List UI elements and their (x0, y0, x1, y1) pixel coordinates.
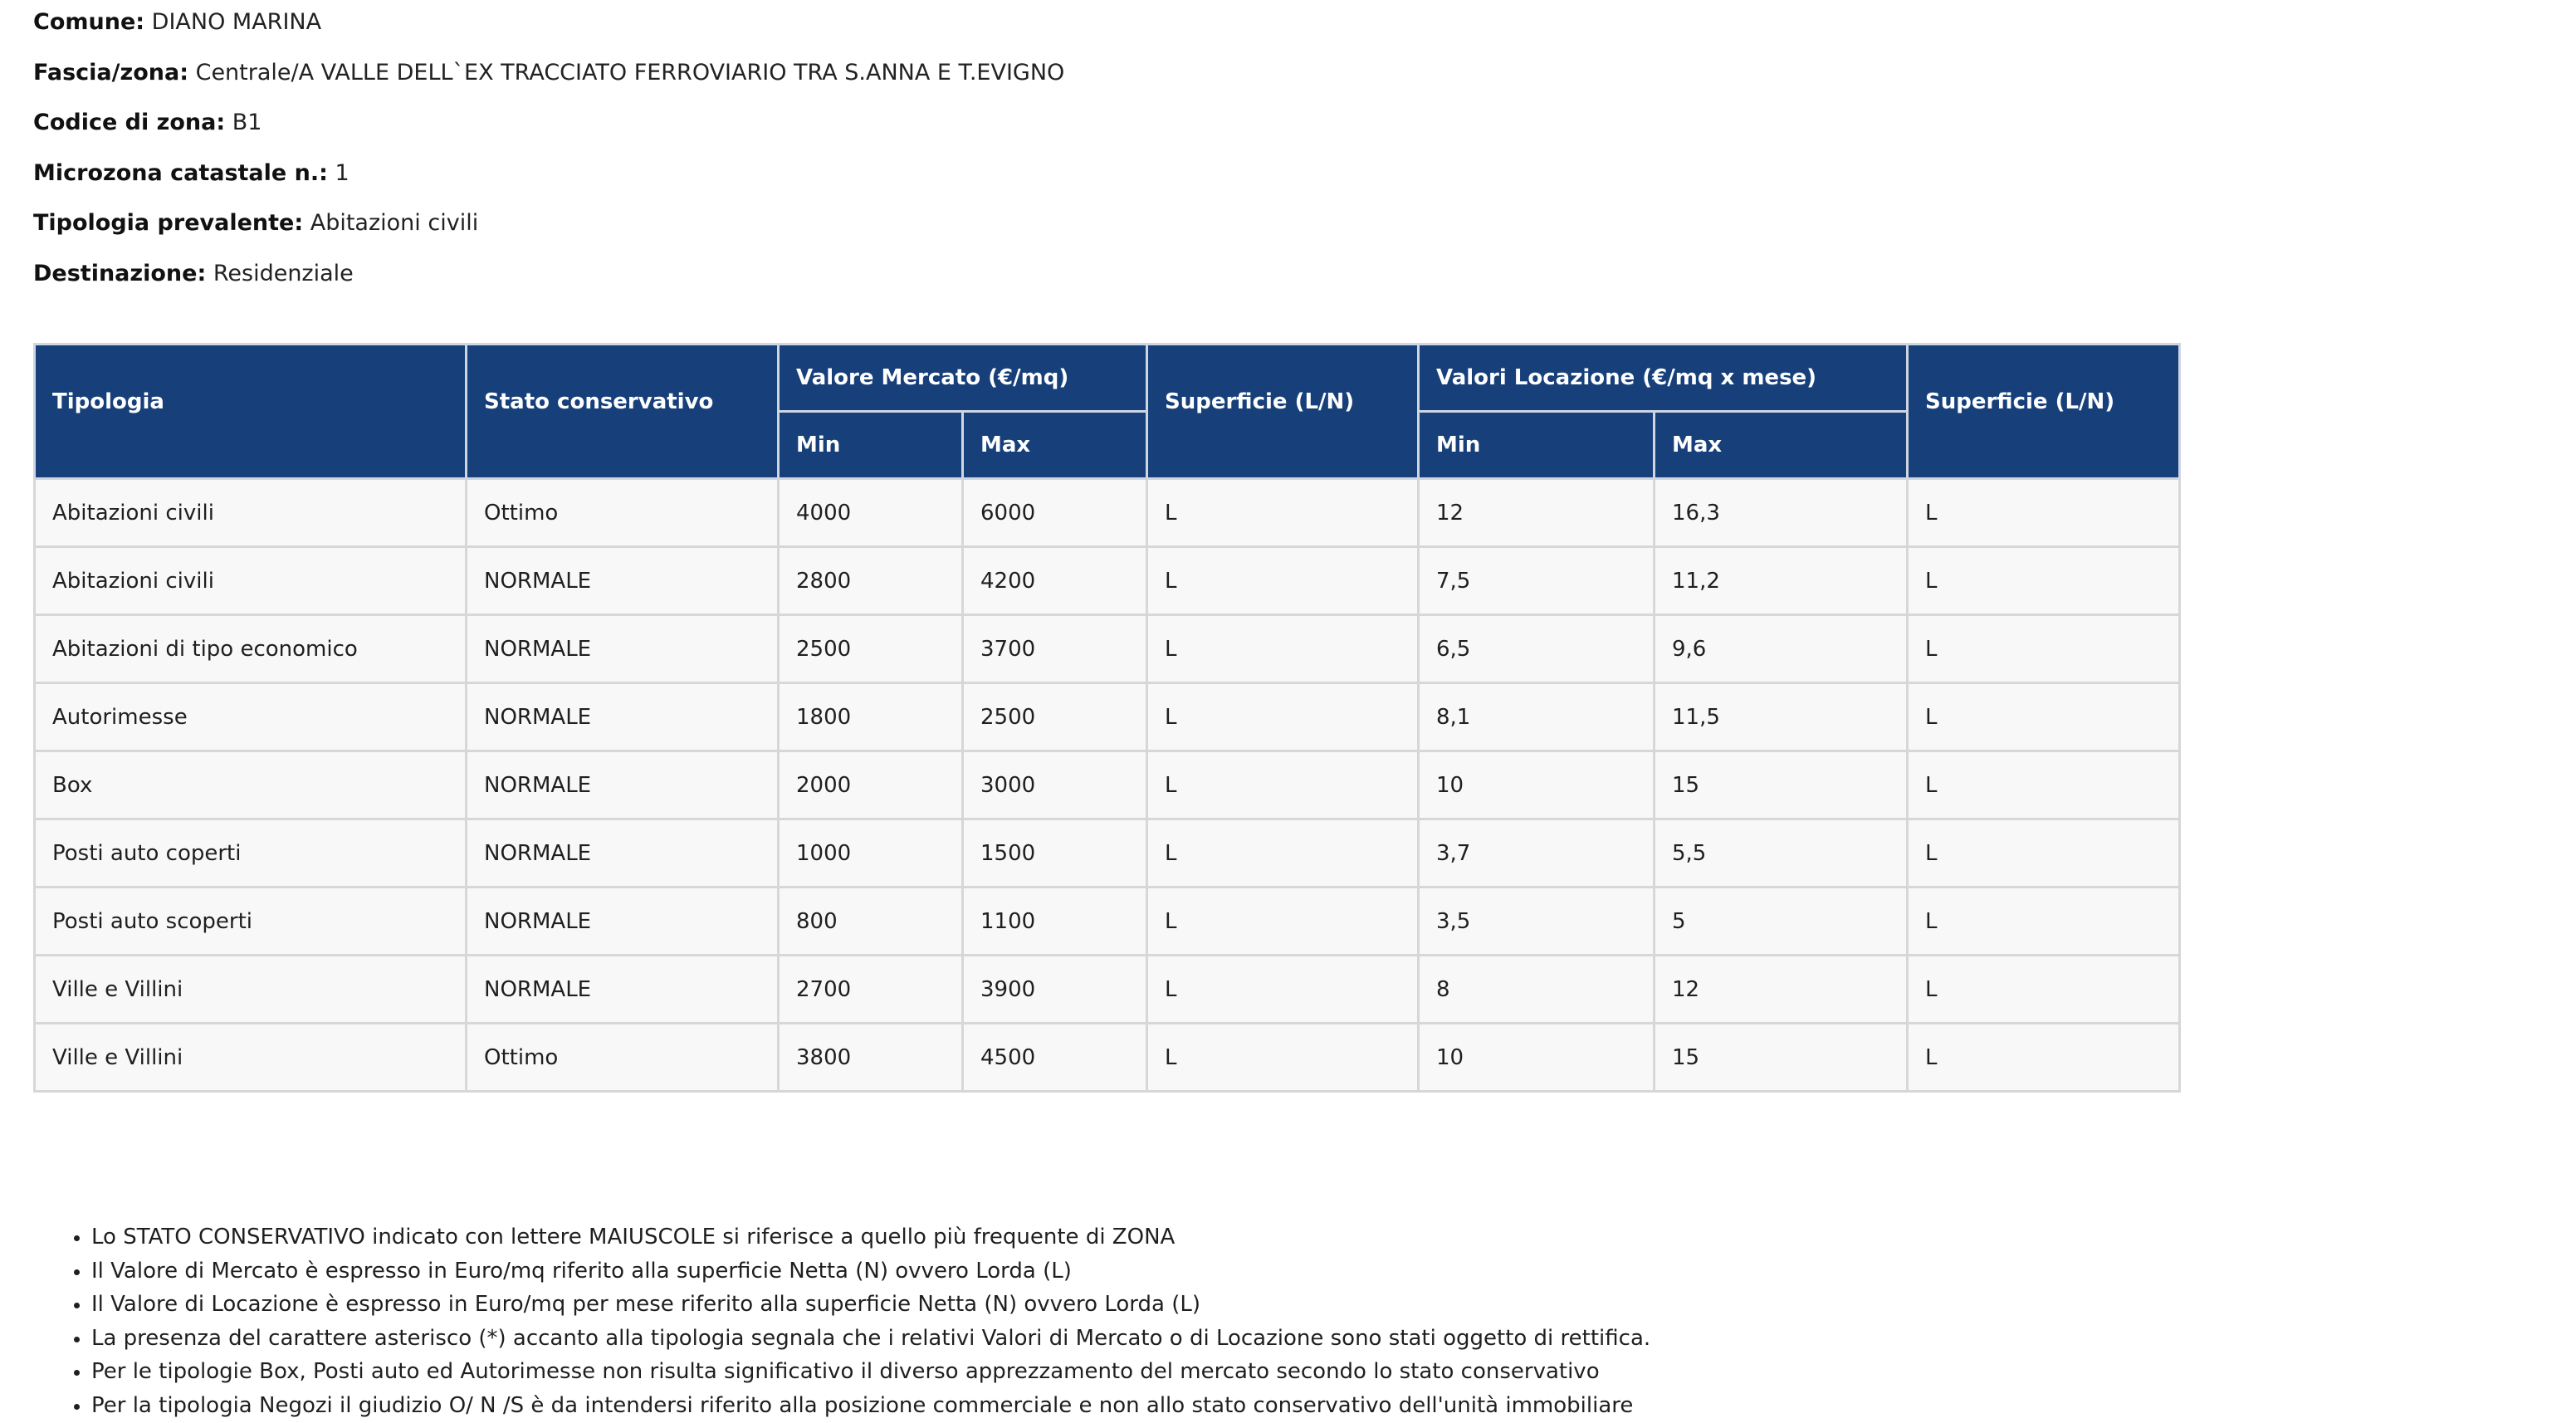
header-superficie-mercato: Superficie (L/N) (1147, 345, 1419, 479)
note-item: • Lo STATO CONSERVATIVO indicato con lettere MAIUSCOLE si riferisce a quello più frequente di ZONA (91, 1220, 1650, 1254)
table-row (35, 1024, 2180, 1092)
table-row (35, 956, 2180, 1024)
cell-mercato-max: 4500 (963, 1024, 1147, 1092)
cell-superficie-locazione: L (1908, 956, 2180, 1024)
header-stato-conservativo: Stato conservativo (467, 345, 779, 479)
table-row (35, 615, 2180, 683)
cell-stato-conservativo: NORMALE (467, 547, 779, 615)
cell-stato-conservativo: NORMALE (467, 956, 779, 1024)
note-item: • La presenza del carattere asterisco (*) accanto alla tipologia segnala che i relativi Valori di Mercato o di Locazione sono stati oggetto di rettifica. (91, 1322, 1650, 1356)
cell-tipologia: Box (35, 751, 467, 819)
cell-mercato-min: 2700 (779, 956, 963, 1024)
cell-stato-conservativo: NORMALE (467, 615, 779, 683)
cell-superficie-mercato: L (1147, 479, 1419, 547)
cell-mercato-max: 3900 (963, 956, 1147, 1024)
table-row (35, 888, 2180, 956)
cell-mercato-min: 1000 (779, 819, 963, 888)
info-label: Microzona catastale n.: (33, 159, 328, 186)
info-destinazione (33, 260, 1064, 311)
info-fascia-zona (33, 59, 1064, 110)
info-label: Comune: (33, 9, 145, 35)
cell-tipologia: Abitazioni civili (35, 547, 467, 615)
quotazioni-table (33, 343, 2181, 1093)
zone-info (33, 8, 1064, 311)
cell-locazione-min: 3,7 (1419, 819, 1655, 888)
cell-tipologia: Ville e Villini (35, 1024, 467, 1092)
cell-tipologia: Posti auto scoperti (35, 888, 467, 956)
cell-superficie-locazione: L (1908, 819, 2180, 888)
cell-stato-conservativo: Ottimo (467, 479, 779, 547)
cell-superficie-mercato: L (1147, 751, 1419, 819)
cell-superficie-mercato: L (1147, 547, 1419, 615)
note-item: • Il Valore di Locazione è espresso in Euro/mq per mese riferito alla superficie Netta (N) ovvero Lorda (L) (91, 1288, 1650, 1322)
cell-superficie-mercato: L (1147, 819, 1419, 888)
note-item: • Per le tipologie Box, Posti auto ed Autorimesse non risulta significativo il diverso apprezzamento del mercato secondo lo stato conservativo (91, 1355, 1650, 1389)
info-codice-zona (33, 109, 1064, 159)
cell-locazione-min: 3,5 (1419, 888, 1655, 956)
cell-mercato-max: 1500 (963, 819, 1147, 888)
cell-stato-conservativo: NORMALE (467, 751, 779, 819)
cell-stato-conservativo: NORMALE (467, 819, 779, 888)
cell-superficie-mercato: L (1147, 615, 1419, 683)
header-superficie-locazione: Superficie (L/N) (1908, 345, 2180, 479)
table-row (35, 479, 2180, 547)
cell-mercato-min: 3800 (779, 1024, 963, 1092)
cell-mercato-min: 2000 (779, 751, 963, 819)
info-value: B1 (232, 110, 262, 136)
table-header (35, 345, 2180, 479)
table-row (35, 751, 2180, 819)
cell-locazione-max: 5,5 (1655, 819, 1908, 888)
info-value: Residenziale (213, 260, 354, 286)
cell-stato-conservativo: NORMALE (467, 683, 779, 751)
cell-locazione-max: 11,2 (1655, 547, 1908, 615)
info-label: Codice di zona: (33, 110, 226, 136)
cell-tipologia: Ville e Villini (35, 956, 467, 1024)
table-body (35, 479, 2180, 1092)
cell-superficie-locazione: L (1908, 888, 2180, 956)
cell-mercato-min: 800 (779, 888, 963, 956)
header-tipologia: Tipologia (35, 345, 467, 479)
cell-tipologia: Abitazioni di tipo economico (35, 615, 467, 683)
note-item: • Il Valore di Mercato è espresso in Euro/mq riferito alla superficie Netta (N) ovvero Lorda (L) (91, 1254, 1650, 1289)
cell-locazione-min: 10 (1419, 1024, 1655, 1092)
cell-tipologia: Posti auto coperti (35, 819, 467, 888)
info-value: Centrale/A VALLE DELL`EX TRACCIATO FERROVIARIO TRA S.ANNA E T.EVIGNO (195, 59, 1065, 86)
cell-superficie-locazione: L (1908, 1024, 2180, 1092)
info-microzona (33, 159, 1064, 210)
cell-locazione-max: 15 (1655, 751, 1908, 819)
info-label: Tipologia prevalente: (33, 210, 304, 237)
info-label: Destinazione: (33, 260, 207, 286)
cell-tipologia: Abitazioni civili (35, 479, 467, 547)
notes-list (51, 1220, 1650, 1423)
cell-mercato-max: 4200 (963, 547, 1147, 615)
cell-locazione-max: 5 (1655, 888, 1908, 956)
table-row (35, 683, 2180, 751)
header-locazione-max: Max (1655, 412, 1908, 479)
cell-locazione-min: 12 (1419, 479, 1655, 547)
cell-superficie-mercato: L (1147, 888, 1419, 956)
cell-locazione-max: 16,3 (1655, 479, 1908, 547)
cell-superficie-locazione: L (1908, 751, 2180, 819)
cell-superficie-mercato: L (1147, 683, 1419, 751)
cell-locazione-min: 6,5 (1419, 615, 1655, 683)
cell-superficie-locazione: L (1908, 479, 2180, 547)
table-row (35, 819, 2180, 888)
cell-mercato-max: 3700 (963, 615, 1147, 683)
cell-locazione-max: 15 (1655, 1024, 1908, 1092)
cell-mercato-max: 3000 (963, 751, 1147, 819)
header-mercato-min: Min (779, 412, 963, 479)
cell-superficie-locazione: L (1908, 683, 2180, 751)
header-valori-locazione: Valori Locazione (€/mq x mese) (1419, 345, 1908, 412)
cell-mercato-min: 2500 (779, 615, 963, 683)
header-locazione-min: Min (1419, 412, 1655, 479)
cell-mercato-max: 6000 (963, 479, 1147, 547)
header-valore-mercato: Valore Mercato (€/mq) (779, 345, 1147, 412)
info-tipologia-prevalente (33, 209, 1064, 260)
header-mercato-max: Max (963, 412, 1147, 479)
table-row (35, 547, 2180, 615)
cell-locazione-max: 9,6 (1655, 615, 1908, 683)
cell-mercato-max: 2500 (963, 683, 1147, 751)
cell-superficie-mercato: L (1147, 956, 1419, 1024)
info-label: Fascia/zona: (33, 59, 188, 86)
cell-superficie-mercato: L (1147, 1024, 1419, 1092)
info-value: Abitazioni civili (310, 210, 479, 237)
cell-mercato-min: 4000 (779, 479, 963, 547)
cell-mercato-min: 1800 (779, 683, 963, 751)
info-comune (33, 8, 1064, 59)
cell-locazione-max: 11,5 (1655, 683, 1908, 751)
cell-locazione-max: 12 (1655, 956, 1908, 1024)
cell-superficie-locazione: L (1908, 615, 2180, 683)
cell-locazione-min: 8 (1419, 956, 1655, 1024)
cell-locazione-min: 8,1 (1419, 683, 1655, 751)
cell-stato-conservativo: Ottimo (467, 1024, 779, 1092)
cell-locazione-min: 7,5 (1419, 547, 1655, 615)
cell-stato-conservativo: NORMALE (467, 888, 779, 956)
info-value: DIANO MARINA (151, 9, 322, 35)
cell-mercato-max: 1100 (963, 888, 1147, 956)
cell-locazione-min: 10 (1419, 751, 1655, 819)
cell-tipologia: Autorimesse (35, 683, 467, 751)
note-item: • Per la tipologia Negozi il giudizio O/ N /S è da intendersi riferito alla posizione commerciale e non allo stato conservativo dell'unità immobiliare (91, 1389, 1650, 1423)
info-value: 1 (335, 159, 349, 186)
cell-superficie-locazione: L (1908, 547, 2180, 615)
cell-mercato-min: 2800 (779, 547, 963, 615)
